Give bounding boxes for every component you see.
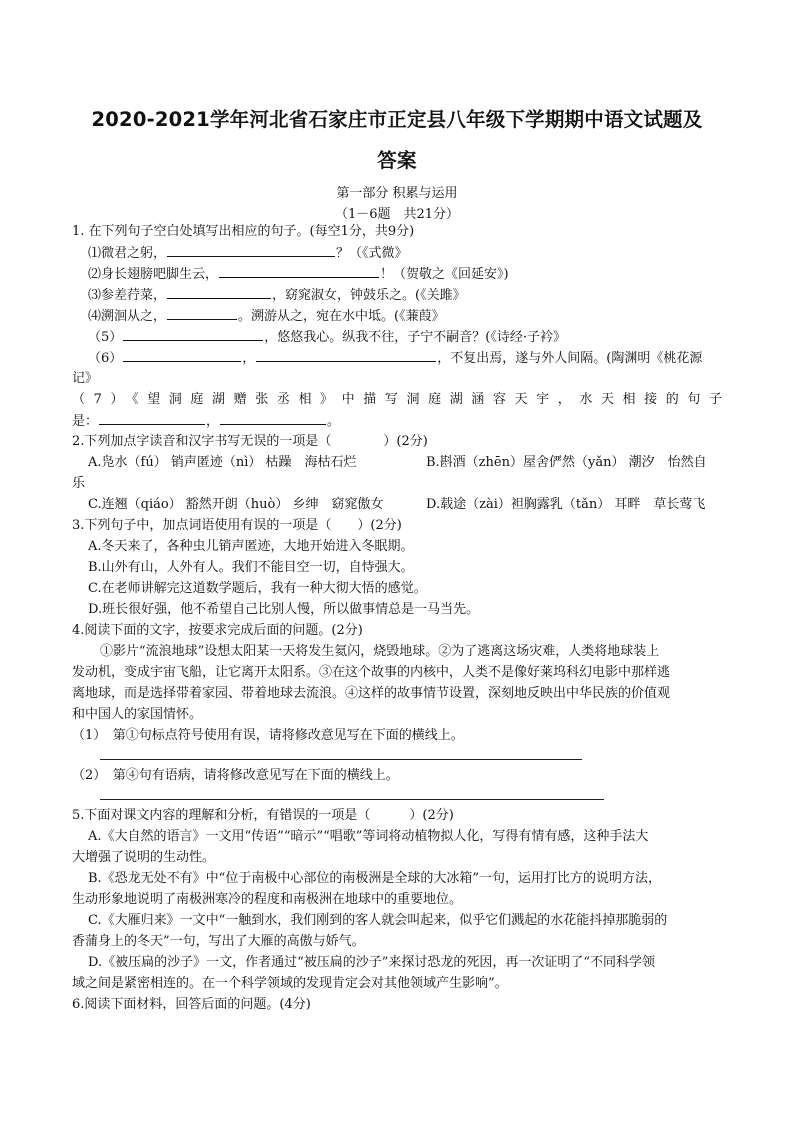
q5-stem: 5.下面对课文内容的理解和分析，有错误的一项是（ ）(2分): [72, 808, 454, 823]
part-range: （1－6题 共21分）: [334, 207, 460, 222]
answer-blank[interactable]: [256, 348, 436, 362]
q2-option-c: C.连翘（qiáo） 豁然开朗（huò） 乡绅 窈窕傲女: [88, 497, 384, 512]
q2-option-d: D.载途（zài）袒胸露乳（tǎn） 耳畔 草长莺飞: [426, 497, 706, 512]
q4-passage-line-2: 发动机，变成宇宙飞船，让它离开太阳系。③在这个故事的内核中，人类不是像好莱坞科幻电影中那样逃: [72, 665, 671, 680]
q1-item-6-tail: ，不复出焉，遂与外人间隔。(陶渊明《桃花源: [437, 351, 703, 366]
q1-item-1-text: ⑴微君之躬，: [88, 246, 167, 261]
answer-blank[interactable]: [167, 243, 335, 257]
q1-item-7-label: 是：: [72, 414, 99, 429]
q5-option-b-continued: 生动形象地说明了南极洲寒冷的程度和南极洲在地球中的重要地位。: [72, 892, 463, 907]
q1-item-7: （7）《望洞庭湖赠张丞相》中描写洞庭湖涵容天宇，水天相接的句子: [72, 392, 722, 407]
q1-item-2-tail: ！（贺敬之《回延安》): [380, 267, 509, 282]
q3-option-a: A.冬天来了，各种虫儿销声匿迹，大地开始进入冬眠期。: [88, 539, 414, 554]
q1-item-7-answer: [72, 411, 722, 432]
answer-blank[interactable]: [220, 411, 326, 425]
q2-option-a: A.凫水（fú） 销声匿迹（nì） 枯躁 海枯石烂: [88, 455, 357, 470]
q1-item-1: [88, 243, 722, 264]
q6-stem: 6.阅读下面材料，回答后面的问题。(4分): [72, 997, 311, 1012]
answer-blank[interactable]: [123, 327, 263, 341]
q3-option-b: B.山外有山，人外有人。我们不能目空一切，自恃强大。: [88, 560, 414, 575]
answer-line[interactable]: [100, 799, 604, 800]
q1-item-4: [88, 306, 722, 327]
q4-stem: 4.阅读下面的文字，按要求完成后面的问题。(2分): [72, 623, 363, 638]
q5-option-c: C.《大雁归来》一文中“一触到水，我们刚到的客人就会叫起来，似乎它们溅起的水花能抖掉那脆弱的: [88, 913, 668, 928]
q4-passage-line-4: 和中国人的家国情怀。: [72, 707, 203, 722]
document-title: 2020-2021学年河北省石家庄市正定县八年级下学期期中语文试题及: [91, 108, 703, 131]
q1-item-4-tail: 。溯游从之，宛在水中坻。(《蒹葭》: [238, 309, 445, 324]
answer-blank[interactable]: [123, 348, 241, 362]
q1-item-5-label: （5）: [88, 330, 123, 345]
q1-item-2-text: ⑵身长翅膀吧脚生云，: [88, 267, 219, 282]
q5-option-b: B.《恐龙无处不有》中“位于南极中心部位的南极洲是全球的大冰箱”一句，运用打比方的说明方法，: [88, 871, 661, 886]
q2-stem: 2.下列加点字读音和汉字书写无误的一项是（ ）(2分): [72, 434, 428, 449]
answer-blank[interactable]: [167, 285, 271, 299]
q1-item-1-tail: ？（《式微》: [336, 246, 408, 261]
q1-item-6: [88, 348, 722, 369]
q1-stem: 1. 在下列句子空白处填写出相应的句子。(每空1分，共9分): [72, 224, 415, 239]
document-title-continued: 答案: [377, 149, 417, 172]
q1-item-7-comma: ，: [206, 414, 220, 429]
q4-subquestion-2: （2） 第④句有语病，请将修改意见写在下面的横线上。: [72, 768, 399, 783]
q1-item-6-comma: ，: [242, 351, 256, 366]
q5-option-a-continued: 大增强了说明的生动性。: [72, 850, 216, 865]
q4-passage-line-3: 离地球，而是选择带着家园、带着地球去流浪。④这样的故事情节设置，深刻地反映出中华民族的价值观: [72, 686, 671, 701]
q1-item-2: [88, 264, 722, 285]
q4-subquestion-1: （1） 第①句标点符号使用有误，请将修改意见写在下面的横线上。: [72, 728, 464, 743]
answer-blank[interactable]: [219, 264, 379, 278]
answer-blank[interactable]: [167, 306, 237, 320]
q3-stem: 3.下列句子中，加点词语使用有误的一项是（ ）(2分): [72, 518, 402, 533]
q1-item-3-tail: ，窈窕淑女，钟鼓乐之。(《关雎》: [272, 288, 466, 303]
q1-item-6-label: （6）: [88, 351, 123, 366]
part-title: 第一部分 积累与运用: [336, 186, 458, 201]
q5-option-d: D.《被压扁的沙子》一文，作者通过“被压扁的沙子”来探讨恐龙的死因，再一次证明了“不同科学领: [88, 955, 656, 970]
q5-option-a: A.《大自然的语言》一文用“传语”“暗示”“唱歌”等词将动植物拟人化，写得有情有感，这种手法大: [88, 829, 649, 844]
q1-item-6-continued: 记》: [72, 371, 99, 386]
q1-item-5: [88, 327, 722, 348]
q5-option-c-continued: 香蒲身上的冬天”一句，写出了大雁的高傲与娇气。: [72, 934, 365, 949]
q4-passage-line-1: ①影片“流浪地球”设想太阳某一天将发生氦闪，烧毁地球。②为了逃离这场灾难，人类将地球装上: [100, 644, 660, 659]
q1-item-3: [88, 285, 722, 306]
q1-item-5-tail: ，悠悠我心。纵我不往，子宁不嗣音？(《诗经·子衿》: [264, 330, 566, 345]
q3-option-d: D.班长很好强，他不希望自己比别人慢，所以做事情总是一马当先。: [88, 602, 480, 617]
answer-line[interactable]: [100, 759, 582, 760]
q1-item-3-text: ⑶参差荇菜，: [88, 288, 167, 303]
q2-option-b: B.斟酒（zhēn）屋舍俨然（yǎn） 潮汐 怡然自: [426, 455, 707, 470]
q3-option-c: C.在老师讲解完这道数学题后，我有一种大彻大悟的感觉。: [88, 581, 427, 596]
q2-option-b-continued: 乐: [72, 476, 86, 491]
q5-option-d-continued: 域之间是紧密相连的。在一个科学领域的发现肯定会对其他领域产生影响”。: [72, 976, 508, 991]
q1-item-4-text: ⑷溯洄从之，: [88, 309, 167, 324]
answer-blank[interactable]: [99, 411, 205, 425]
q1-item-7-end: 。: [327, 414, 341, 429]
